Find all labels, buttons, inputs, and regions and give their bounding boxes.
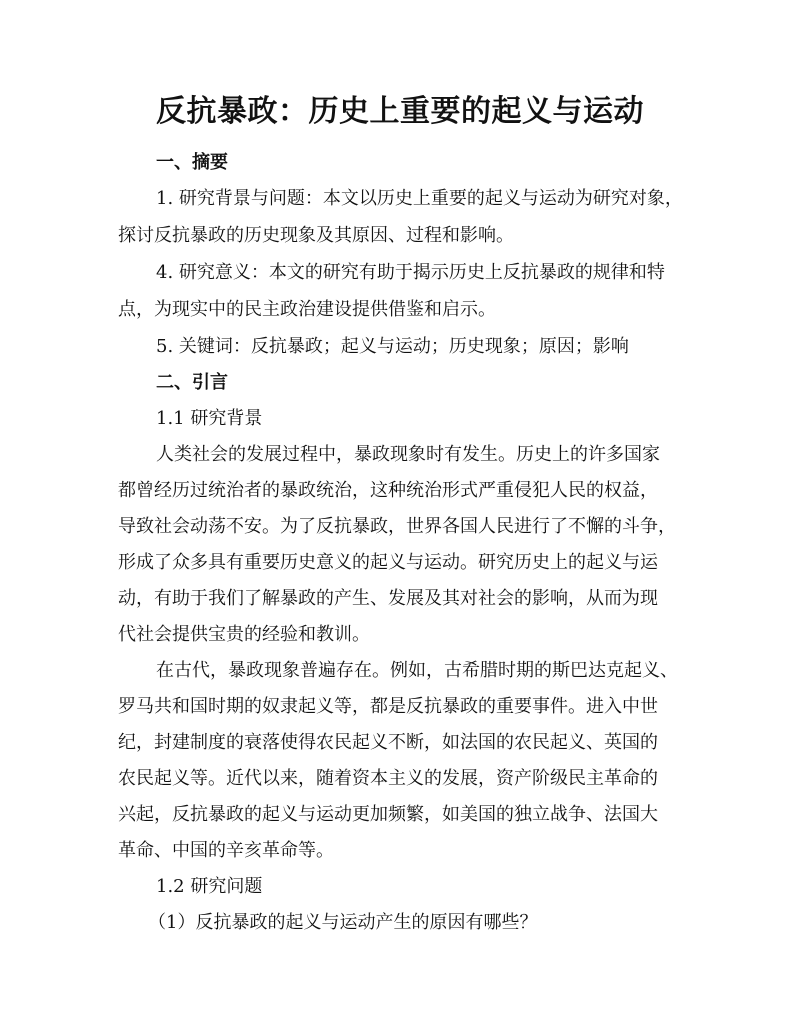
paragraph-2-line-4: 农民起义等。近代以来，随着资本主义的发展，资产阶级民主革命的 xyxy=(118,768,658,789)
paragraph-1-line-6: 代社会提供宝贵的经验和教训。 xyxy=(118,624,370,645)
abstract-item-4-line-2: 点，为现实中的民主政治建设提供借鉴和启示。 xyxy=(118,299,496,320)
section-heading-abstract: 一、摘要 xyxy=(156,152,228,173)
paragraph-1-line-1: 人类社会的发展过程中，暴政现象时有发生。历史上的许多国家 xyxy=(156,444,660,465)
abstract-item-5-keywords: 5. 关键词：反抗暴政；起义与运动；历史现象；原因；影响 xyxy=(156,336,629,357)
section-heading-intro: 二、引言 xyxy=(156,372,228,393)
paragraph-2-line-1: 在古代，暴政现象普遍存在。例如，古希腊时期的斯巴达克起义、 xyxy=(156,660,678,681)
paragraph-1-line-3: 导致社会动荡不安。为了反抗暴政，世界各国人民进行了不懈的斗争， xyxy=(118,516,676,537)
paragraph-1-line-4: 形成了众多具有重要历史意义的起义与运动。研究历史上的起义与运 xyxy=(118,552,658,573)
abstract-item-4-line-1: 4. 研究意义：本文的研究有助于揭示历史上反抗暴政的规律和特 xyxy=(156,262,665,283)
subheading-research-questions: 1.2 研究问题 xyxy=(156,876,263,897)
paragraph-1-line-5: 动，有助于我们了解暴政的产生、发展及其对社会的影响，从而为现 xyxy=(118,588,658,609)
paragraph-2-line-3: 纪，封建制度的衰落使得农民起义不断，如法国的农民起义、英国的 xyxy=(118,732,658,753)
paragraph-2-line-2: 罗马共和国时期的奴隶起义等，都是反抗暴政的重要事件。进入中世 xyxy=(118,696,658,717)
document-title: 反抗暴政：历史上重要的起义与运动 xyxy=(156,94,644,129)
paragraph-2-line-5: 兴起，反抗暴政的起义与运动更加频繁，如美国的独立战争、法国大 xyxy=(118,804,658,825)
paragraph-2-line-6: 革命、中国的辛亥革命等。 xyxy=(118,840,334,861)
abstract-item-1-line-1: 1. 研究背景与问题：本文以历史上重要的起义与运动为研究对象， xyxy=(156,188,683,209)
paragraph-1-line-2: 都曾经历过统治者的暴政统治，这种统治形式严重侵犯人民的权益， xyxy=(118,480,658,501)
subheading-research-background: 1.1 研究背景 xyxy=(156,408,263,429)
abstract-item-1-line-2: 探讨反抗暴政的历史现象及其原因、过程和影响。 xyxy=(118,225,514,246)
research-question-1: （1）反抗暴政的起义与运动产生的原因有哪些？ xyxy=(148,912,538,933)
